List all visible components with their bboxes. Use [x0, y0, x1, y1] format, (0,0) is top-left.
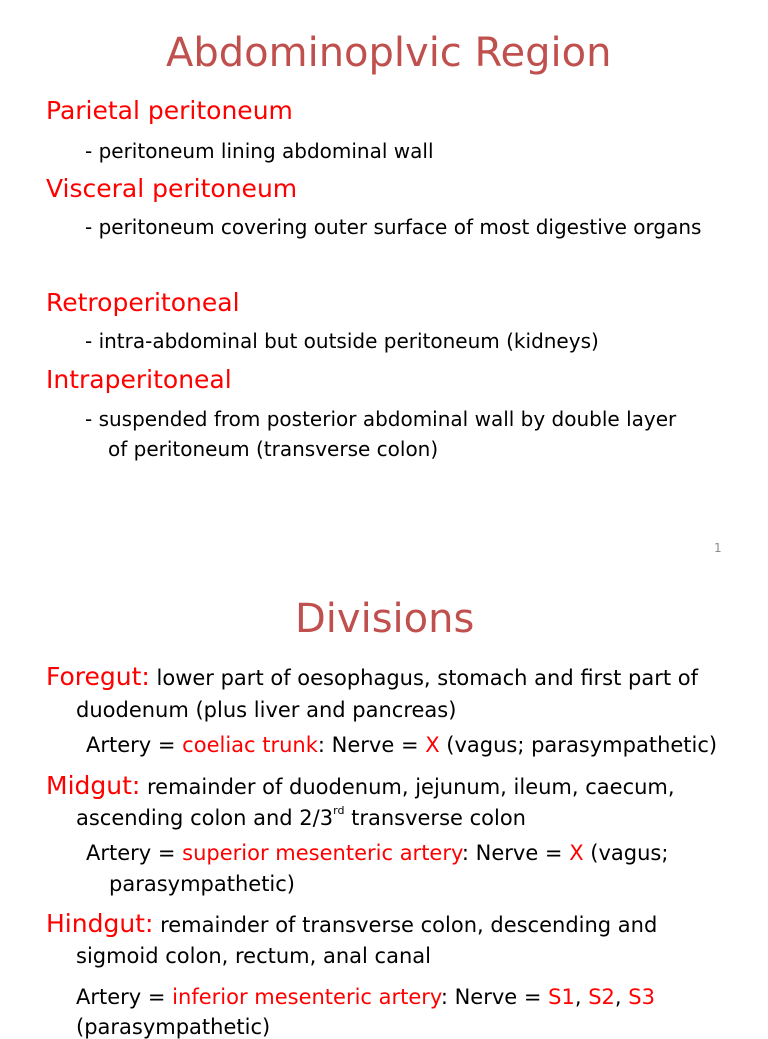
- hindgut-term: Hindgut:: [46, 909, 154, 938]
- hindgut-sep1: ,: [574, 985, 589, 1009]
- midgut-nerve-cont: parasympathetic): [109, 872, 295, 896]
- hindgut-sep2: ,: [614, 985, 629, 1009]
- midgut-term: Midgut:: [46, 771, 141, 800]
- midgut-nerve-suffix: (vagus;: [583, 841, 669, 865]
- term-retroperitoneal: Retroperitoneal: [46, 288, 240, 317]
- desc-parietal-peritoneum: - peritoneum lining abdominal wall: [85, 139, 434, 163]
- foregut-nerve-suffix: (vagus; parasympathetic): [439, 733, 718, 757]
- hindgut-nerve-cont: (parasympathetic): [76, 1015, 271, 1039]
- hindgut-nerve-s1: S1: [548, 985, 575, 1009]
- page-number: 1: [714, 541, 722, 555]
- hindgut-artery-prefix: Artery =: [76, 985, 173, 1009]
- midgut-desc: remainder of duodenum, jejunum, ileum, caecum,: [140, 775, 675, 799]
- foregut-artery: coeliac trunk: [182, 733, 318, 757]
- desc-intraperitoneal: - suspended from posterior abdominal wall by double layer: [85, 407, 677, 431]
- foregut-desc-cont: duodenum (plus liver and pancreas): [76, 698, 457, 722]
- midgut-desc-sup: rd: [333, 804, 345, 817]
- midgut-nerve: X: [569, 841, 584, 865]
- hindgut-desc-cont: sigmoid colon, rectum, anal canal: [76, 944, 431, 968]
- foregut-desc: lower part of oesophagus, stomach and first part of: [149, 666, 699, 690]
- foregut-nerve-prefix: : Nerve =: [317, 733, 426, 757]
- desc-intraperitoneal-cont: of peritoneum (transverse colon): [108, 437, 439, 461]
- hindgut-line: [46, 909, 657, 938]
- midgut-artery: superior mesenteric artery: [182, 841, 462, 865]
- desc-visceral-peritoneum: - peritoneum covering outer surface of most digestive organs: [85, 215, 702, 239]
- hindgut-nerve-prefix: : Nerve =: [440, 985, 549, 1009]
- slide2-title: Divisions: [295, 596, 475, 642]
- hindgut-artery-line: [76, 985, 655, 1009]
- foregut-artery-line: [86, 733, 717, 757]
- midgut-desc-a: ascending colon and 2/3: [76, 806, 334, 830]
- hindgut-desc: remainder of transverse colon, descending and: [153, 913, 658, 937]
- midgut-artery-prefix: Artery =: [86, 841, 183, 865]
- hindgut-artery: inferior mesenteric artery: [172, 985, 441, 1009]
- midgut-artery-line: [86, 841, 668, 865]
- term-parietal-peritoneum: Parietal peritoneum: [46, 96, 293, 125]
- term-intraperitoneal: Intraperitoneal: [46, 365, 232, 394]
- term-visceral-peritoneum: Visceral peritoneum: [46, 174, 298, 203]
- slide1-title: Abdominoplvic Region: [166, 30, 612, 76]
- hindgut-nerve-s3: S3: [628, 985, 655, 1009]
- hindgut-nerve-s2: S2: [588, 985, 615, 1009]
- midgut-nerve-prefix: : Nerve =: [461, 841, 570, 865]
- foregut-line: [46, 662, 698, 691]
- foregut-term: Foregut:: [46, 662, 150, 691]
- midgut-desc-b: transverse colon: [344, 806, 526, 830]
- foregut-nerve: X: [425, 733, 440, 757]
- desc-retroperitoneal: - intra-abdominal but outside peritoneum (kidneys): [85, 329, 599, 353]
- midgut-desc-cont: [76, 806, 526, 830]
- midgut-line: [46, 771, 675, 800]
- foregut-artery-prefix: Artery =: [86, 733, 183, 757]
